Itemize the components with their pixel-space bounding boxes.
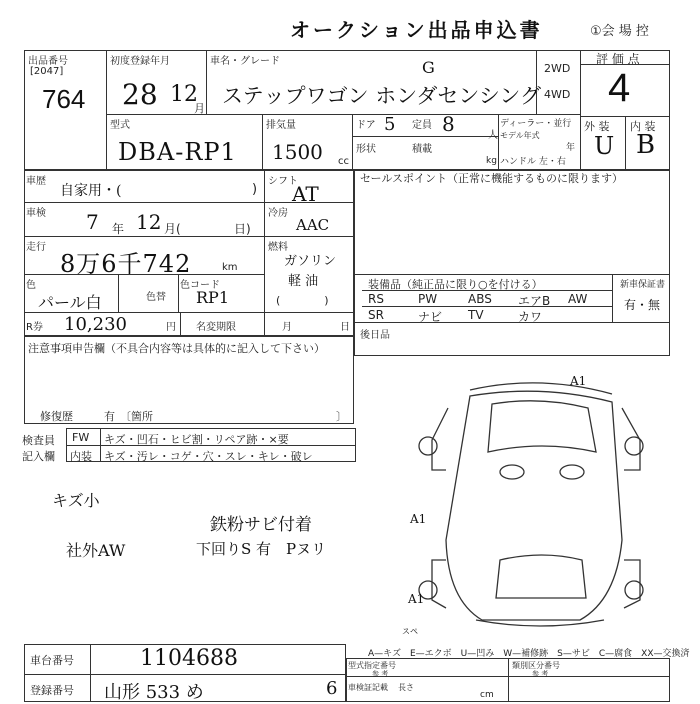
note-scratch: キズ小 <box>52 491 100 510</box>
inspector-label-2: 記入欄 <box>22 450 55 463</box>
inspection-year: 7 <box>86 210 99 234</box>
repair-close: 〕 <box>336 410 347 423</box>
shape-label: 形状 <box>356 144 376 155</box>
inspector-fw: FW <box>72 431 90 444</box>
handle-label: ハンドル 左・右 <box>500 157 566 167</box>
footer-class: 類別区分番号 <box>512 661 560 670</box>
name-change-day: 日 <box>340 322 350 333</box>
car-name-value: ステップワゴン ホンダセンシング <box>222 84 541 108</box>
displacement-label: 排気量 <box>266 120 296 131</box>
mileage-value: 8万6千742 <box>60 250 192 278</box>
capacity-label: 定員 <box>412 120 432 131</box>
doors-label: ドア <box>356 120 376 131</box>
diagram-mark-rear: A1 <box>408 592 425 606</box>
car-grade: G <box>422 58 435 77</box>
fuel-label: 燃料 <box>268 242 288 253</box>
note-aftermarket-wheels: 社外AW <box>66 541 126 560</box>
plate-extra: 6 <box>326 678 338 699</box>
drive-4wd: 4WD <box>544 88 571 101</box>
capacity-value: 8 <box>442 112 455 136</box>
mileage-label: 走行 <box>26 242 46 253</box>
footer-length: 長さ <box>398 683 414 692</box>
car-name-label: 車名・グレード <box>210 56 280 67</box>
displacement-unit: cc <box>338 156 349 167</box>
recycle-unit: 円 <box>166 322 176 333</box>
chassis-label: 車台番号 <box>30 654 74 667</box>
footer-cm: cm <box>480 690 494 700</box>
equipment-item: ナビ <box>418 310 443 324</box>
interior-grade: B <box>636 130 656 160</box>
name-change-month: 月 <box>282 322 292 333</box>
equipment-item: エアB <box>518 294 551 308</box>
warranty-label: 新車保証書 <box>620 280 666 290</box>
diagram-mark-left: A1 <box>410 512 427 526</box>
shift-label: シフト <box>268 176 298 187</box>
venue-copy-label: ①会 場 控 <box>590 24 649 39</box>
lot-code: [2047] <box>30 66 64 77</box>
kg-label: kg <box>486 156 497 166</box>
color-code-label: 色コード <box>180 280 220 291</box>
inspector-interior: 内装 <box>70 450 92 463</box>
chassis-value: 1104688 <box>140 646 238 671</box>
inspection-label: 車検 <box>26 208 46 219</box>
registration-year: 28 <box>122 78 158 111</box>
aircon-value: AAC <box>296 216 330 234</box>
fuel-other: ( ) <box>276 294 329 307</box>
note-iron-rust: 鉄粉サビ付着 <box>210 515 312 535</box>
equipment-item: TV <box>468 308 484 322</box>
model-label: 型式 <box>110 120 130 131</box>
doors-value: 5 <box>384 114 396 135</box>
load-label: 積載 <box>412 144 432 155</box>
inspector-label-1: 検査員 <box>22 434 55 447</box>
color-label: 色 <box>26 280 36 291</box>
equipment-item: SR <box>368 308 384 322</box>
footer-ref: 参 考 <box>372 670 389 678</box>
equipment-item: ABS <box>468 292 492 306</box>
inspection-year-unit: 年 <box>112 222 125 236</box>
inspection-month: 12 <box>136 210 162 234</box>
usage-value: 自家用・( <box>60 183 122 199</box>
sales-point-label: セールスポイント（正常に機能するものに限ります） <box>360 172 624 185</box>
equipment-item: カワ <box>518 310 543 324</box>
diagram-mark-front: A1 <box>570 374 587 388</box>
fuel-gasoline: ガソリン <box>284 254 337 269</box>
inspection-day-unit: 日) <box>234 222 251 236</box>
equipment-item: AW <box>568 292 588 306</box>
name-change-label: 名変期限 <box>196 322 236 333</box>
color-code-value: RP1 <box>196 288 229 307</box>
footer-form-type: 型式指定番号 <box>348 661 396 670</box>
dealer-label: ディーラー・並行 <box>500 119 572 129</box>
equipment-item: RS <box>368 292 384 306</box>
rating-label: 評 価 点 <box>596 52 640 66</box>
color-change-label: 色替 <box>146 292 166 303</box>
notes-label: 注意事項申告欄（不具合内容等は具体的に記入して下さい） <box>28 342 325 355</box>
shift-value: AT <box>292 182 319 206</box>
warranty-value: 有・無 <box>624 298 661 312</box>
usage-close: ) <box>252 182 258 197</box>
color-value: パール白 <box>38 293 102 312</box>
plate-value: 山形 533 め <box>104 682 204 703</box>
mileage-unit: km <box>222 262 238 273</box>
drive-2wd: 2WD <box>544 62 571 75</box>
plate-label: 登録番号 <box>30 684 74 697</box>
inspector-row2: キズ・汚レ・コゲ・穴・スレ・キレ・破レ <box>104 450 313 463</box>
lot-label: 出品番号 <box>28 56 68 67</box>
diagram-mark-spare: スペ <box>402 627 418 636</box>
footer-certified: 車検証記載 <box>348 683 388 692</box>
capacity-unit: 人 <box>488 130 498 141</box>
repair-label: 修復歴 <box>40 410 73 423</box>
lot-number: 764 <box>42 84 86 114</box>
exterior-label: 外 装 <box>584 120 610 133</box>
model-year-unit: 年 <box>566 143 576 153</box>
displacement-value: 1500 <box>272 140 323 164</box>
inspector-row1: キズ・凹石・ヒビ割・リペア跡・×要 <box>104 433 289 446</box>
note-undercarriage: 下回りS 有 Pヌリ <box>196 540 327 558</box>
model-year-label: モデル年式 <box>500 131 540 140</box>
damage-legend: A—キズ E—エクボ U—凹み W—補修跡 S—サビ C—腐食 XX—交換済 <box>368 649 690 659</box>
recycle-label: R券 <box>26 322 43 333</box>
inspection-month-unit: 月( <box>164 222 181 236</box>
exterior-grade: U <box>594 132 615 160</box>
header-title: オークション出品申込書 <box>290 18 543 42</box>
usage-label: 車歴 <box>26 176 46 187</box>
registration-month-unit: 月 <box>194 102 205 115</box>
aircon-label: 冷房 <box>268 208 288 219</box>
rating-score: 4 <box>608 66 631 110</box>
footer-ref-2: 参 考 <box>532 670 549 678</box>
fuel-diesel: 軽 油 <box>288 274 319 289</box>
recycle-value: 10,230 <box>64 314 127 335</box>
seat-label: 後日品 <box>360 330 390 341</box>
registration-month: 12 <box>170 82 198 107</box>
repair-place: 〔箇所 <box>120 410 153 423</box>
model-value: DBA-RP1 <box>118 138 237 166</box>
registration-label: 初度登録年月 <box>110 56 170 67</box>
equipment-item: PW <box>418 292 438 306</box>
interior-label: 内 装 <box>630 120 656 133</box>
repair-value: 有 <box>104 410 115 423</box>
equipment-label: 装備品（純正品に限り○を付ける） <box>368 278 543 291</box>
